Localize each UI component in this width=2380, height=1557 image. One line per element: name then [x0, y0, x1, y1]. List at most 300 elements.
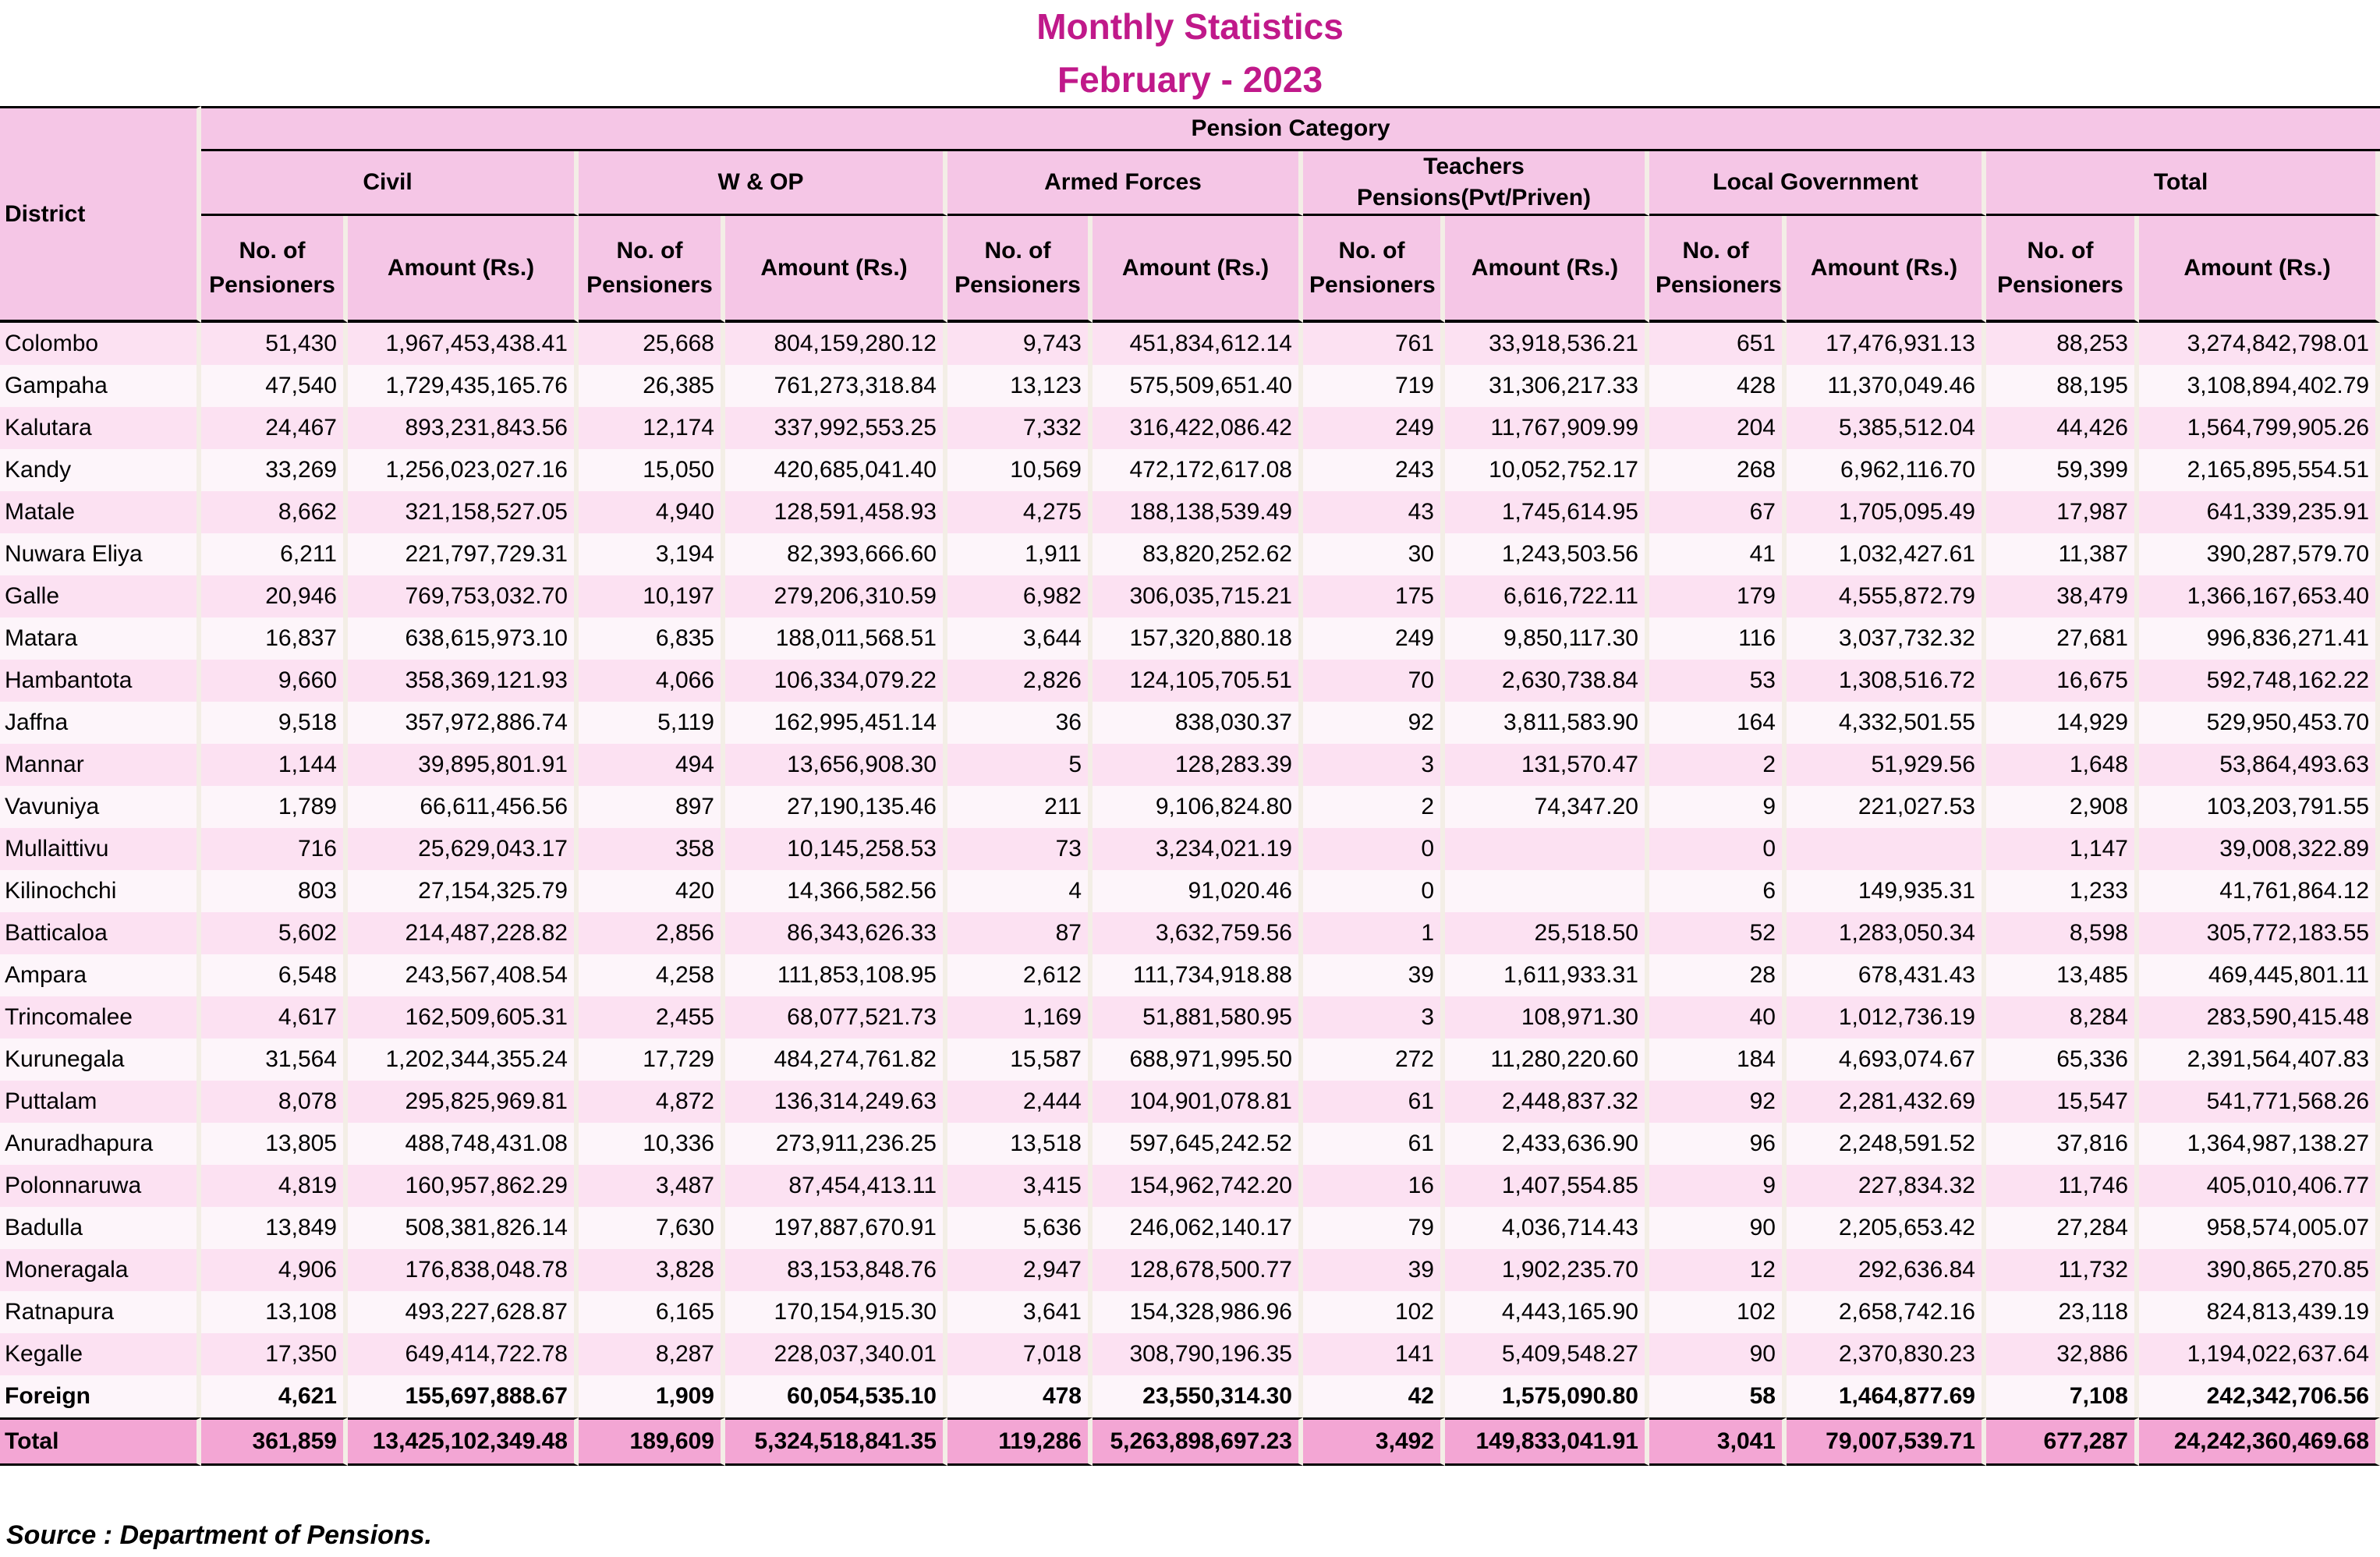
amount-cell: 17,476,931.13 — [1787, 323, 1986, 365]
pensioners-cell: 2,455 — [579, 996, 725, 1039]
amount-cell: 529,950,453.70 — [2139, 702, 2380, 744]
amount-cell: 472,172,617.08 — [1093, 449, 1303, 491]
pensioners-cell: 1,648 — [1986, 744, 2139, 786]
pensioners-cell: 4,819 — [201, 1165, 348, 1207]
pensioners-cell: 1,147 — [1986, 828, 2139, 870]
amount-header: Amount (Rs.) — [348, 216, 579, 323]
no-of-pensioners-header: No. of Pensioners — [579, 216, 725, 323]
amount-cell: 103,203,791.55 — [2139, 786, 2380, 828]
page-subtitle: February - 2023 — [1057, 59, 1323, 100]
pensioners-cell: 4,621 — [201, 1375, 348, 1417]
table-row — [0, 828, 2380, 870]
district-cell: Total — [0, 1417, 201, 1466]
pensioners-cell: 249 — [1303, 407, 1445, 449]
amount-cell: 5,324,518,841.35 — [725, 1417, 947, 1466]
pensioners-cell: 1 — [1303, 912, 1445, 954]
amount-cell: 1,194,022,637.64 — [2139, 1333, 2380, 1375]
amount-cell: 79,007,539.71 — [1787, 1417, 1986, 1466]
amount-cell: 2,391,564,407.83 — [2139, 1039, 2380, 1081]
pensioners-cell: 2 — [1303, 786, 1445, 828]
table-row — [0, 912, 2380, 954]
amount-cell: 111,734,918.88 — [1093, 954, 1303, 996]
amount-cell: 273,911,236.25 — [725, 1123, 947, 1165]
amount-cell: 769,753,032.70 — [348, 575, 579, 617]
amount-cell: 4,555,872.79 — [1787, 575, 1986, 617]
amount-cell: 25,518.50 — [1445, 912, 1649, 954]
amount-cell: 5,385,512.04 — [1787, 407, 1986, 449]
amount-cell: 306,035,715.21 — [1093, 575, 1303, 617]
pensioners-cell: 3 — [1303, 996, 1445, 1039]
pensioners-cell: 59,399 — [1986, 449, 2139, 491]
table-row — [0, 1165, 2380, 1207]
pensioners-cell: 8,662 — [201, 491, 348, 533]
amount-cell: 31,306,217.33 — [1445, 365, 1649, 407]
amount-cell: 4,693,074.67 — [1787, 1039, 1986, 1081]
district-cell: Kandy — [0, 449, 201, 491]
pensioners-cell: 61 — [1303, 1123, 1445, 1165]
pensioners-cell: 39 — [1303, 1249, 1445, 1291]
amount-cell: 188,011,568.51 — [725, 617, 947, 660]
pensioners-cell: 420 — [579, 870, 725, 912]
amount-cell: 170,154,915.30 — [725, 1291, 947, 1333]
pensioners-cell: 51,430 — [201, 323, 348, 365]
pensioners-cell: 1,233 — [1986, 870, 2139, 912]
table-row — [0, 1123, 2380, 1165]
amount-cell: 1,243,503.56 — [1445, 533, 1649, 575]
pensioners-cell: 73 — [947, 828, 1093, 870]
table-row — [0, 1291, 2380, 1333]
pensioners-cell: 2,908 — [1986, 786, 2139, 828]
amount-cell: 958,574,005.07 — [2139, 1207, 2380, 1249]
pensioners-cell: 3,641 — [947, 1291, 1093, 1333]
pensioners-cell: 211 — [947, 786, 1093, 828]
pensioners-cell: 17,987 — [1986, 491, 2139, 533]
amount-cell: 357,972,886.74 — [348, 702, 579, 744]
pensioners-cell: 13,108 — [201, 1291, 348, 1333]
amount-cell: 221,797,729.31 — [348, 533, 579, 575]
amount-cell: 154,962,742.20 — [1093, 1165, 1303, 1207]
amount-cell: 688,971,995.50 — [1093, 1039, 1303, 1081]
amount-cell: 508,381,826.14 — [348, 1207, 579, 1249]
district-cell: Hambantota — [0, 660, 201, 702]
amount-cell: 541,771,568.26 — [2139, 1081, 2380, 1123]
amount-cell: 2,165,895,554.51 — [2139, 449, 2380, 491]
pensioners-cell: 61 — [1303, 1081, 1445, 1123]
pensioners-cell: 11,387 — [1986, 533, 2139, 575]
amount-cell: 86,343,626.33 — [725, 912, 947, 954]
amount-cell: 4,036,714.43 — [1445, 1207, 1649, 1249]
amount-cell: 11,370,049.46 — [1787, 365, 1986, 407]
pensioners-cell: 1,144 — [201, 744, 348, 786]
pensioners-cell: 27,681 — [1986, 617, 2139, 660]
table-row — [0, 407, 2380, 449]
amount-cell: 157,320,880.18 — [1093, 617, 1303, 660]
amount-cell: 2,448,837.32 — [1445, 1081, 1649, 1123]
group-header-total: Total — [1986, 151, 2380, 216]
amount-cell: 11,280,220.60 — [1445, 1039, 1649, 1081]
pensioners-cell: 2,856 — [579, 912, 725, 954]
pensioners-cell: 5,636 — [947, 1207, 1093, 1249]
pensioners-cell: 13,849 — [201, 1207, 348, 1249]
pensioners-cell: 4,617 — [201, 996, 348, 1039]
amount-cell: 279,206,310.59 — [725, 575, 947, 617]
table-row — [0, 449, 2380, 491]
amount-cell: 597,645,242.52 — [1093, 1123, 1303, 1165]
pensioners-cell: 13,485 — [1986, 954, 2139, 996]
amount-cell: 24,242,360,469.68 — [2139, 1417, 2380, 1466]
pensioners-cell: 2 — [1649, 744, 1787, 786]
amount-cell: 10,052,752.17 — [1445, 449, 1649, 491]
district-cell: Mullaittivu — [0, 828, 201, 870]
pensioners-cell: 67 — [1649, 491, 1787, 533]
amount-cell: 155,697,888.67 — [348, 1375, 579, 1417]
pensioners-cell: 33,269 — [201, 449, 348, 491]
pensioners-cell: 15,547 — [1986, 1081, 2139, 1123]
pensioners-cell: 4,940 — [579, 491, 725, 533]
no-of-pensioners-header: No. of Pensioners — [1649, 216, 1787, 323]
amount-cell: 2,433,636.90 — [1445, 1123, 1649, 1165]
amount-cell: 2,248,591.52 — [1787, 1123, 1986, 1165]
pensioners-cell: 11,732 — [1986, 1249, 2139, 1291]
pensioners-cell: 8,078 — [201, 1081, 348, 1123]
pensioners-cell: 249 — [1303, 617, 1445, 660]
pensioners-cell: 15,587 — [947, 1039, 1093, 1081]
table-row — [0, 533, 2380, 575]
amount-header: Amount (Rs.) — [1093, 216, 1303, 323]
amount-cell: 154,328,986.96 — [1093, 1291, 1303, 1333]
amount-cell: 1,967,453,438.41 — [348, 323, 579, 365]
pensioners-cell: 9 — [1649, 1165, 1787, 1207]
table-row — [0, 954, 2380, 996]
district-cell: Foreign — [0, 1375, 201, 1417]
pensioners-cell: 52 — [1649, 912, 1787, 954]
amount-cell: 33,918,536.21 — [1445, 323, 1649, 365]
pensioners-cell: 6,835 — [579, 617, 725, 660]
district-cell: Kalutara — [0, 407, 201, 449]
pensioners-cell: 25,668 — [579, 323, 725, 365]
pensioners-cell: 175 — [1303, 575, 1445, 617]
pensioners-cell: 897 — [579, 786, 725, 828]
amount-cell: 893,231,843.56 — [348, 407, 579, 449]
amount-cell: 128,678,500.77 — [1093, 1249, 1303, 1291]
amount-cell: 3,274,842,798.01 — [2139, 323, 2380, 365]
pensioners-cell: 16,837 — [201, 617, 348, 660]
amount-cell: 6,616,722.11 — [1445, 575, 1649, 617]
amount-cell: 3,632,759.56 — [1093, 912, 1303, 954]
amount-cell: 60,054,535.10 — [725, 1375, 947, 1417]
pensioners-cell: 7,108 — [1986, 1375, 2139, 1417]
amount-cell: 390,865,270.85 — [2139, 1249, 2380, 1291]
amount-cell: 1,745,614.95 — [1445, 491, 1649, 533]
no-of-pensioners-header: No. of Pensioners — [1986, 216, 2139, 323]
amount-cell: 3,037,732.32 — [1787, 617, 1986, 660]
pensioners-cell: 92 — [1303, 702, 1445, 744]
amount-cell: 66,611,456.56 — [348, 786, 579, 828]
amount-cell: 1,575,090.80 — [1445, 1375, 1649, 1417]
group-header-armed-forces: Armed Forces — [947, 151, 1303, 216]
amount-cell: 1,407,554.85 — [1445, 1165, 1649, 1207]
pensioners-cell: 478 — [947, 1375, 1093, 1417]
table-row — [0, 365, 2380, 407]
district-cell: Ampara — [0, 954, 201, 996]
amount-header: Amount (Rs.) — [1445, 216, 1649, 323]
pensioners-cell: 12,174 — [579, 407, 725, 449]
pensioners-cell: 31,564 — [201, 1039, 348, 1081]
amount-cell: 108,971.30 — [1445, 996, 1649, 1039]
pensioners-cell: 677,287 — [1986, 1417, 2139, 1466]
amount-cell: 162,995,451.14 — [725, 702, 947, 744]
amount-cell: 996,836,271.41 — [2139, 617, 2380, 660]
pensioners-cell: 189,609 — [579, 1417, 725, 1466]
amount-cell: 128,591,458.93 — [725, 491, 947, 533]
amount-cell: 41,761,864.12 — [2139, 870, 2380, 912]
amount-cell: 227,834.32 — [1787, 1165, 1986, 1207]
district-cell: Gampaha — [0, 365, 201, 407]
amount-cell: 638,615,973.10 — [348, 617, 579, 660]
table-row — [0, 1333, 2380, 1375]
amount-cell: 308,790,196.35 — [1093, 1333, 1303, 1375]
amount-cell: 9,850,117.30 — [1445, 617, 1649, 660]
amount-cell — [1787, 828, 1986, 870]
foreign-row — [0, 1375, 2380, 1417]
pensioners-cell: 24,467 — [201, 407, 348, 449]
pensioners-cell: 3,194 — [579, 533, 725, 575]
pensioners-cell: 79 — [1303, 1207, 1445, 1249]
amount-cell: 1,202,344,355.24 — [348, 1039, 579, 1081]
amount-cell: 283,590,415.48 — [2139, 996, 2380, 1039]
amount-cell: 295,825,969.81 — [348, 1081, 579, 1123]
amount-cell: 228,037,340.01 — [725, 1333, 947, 1375]
pensioners-cell: 8,287 — [579, 1333, 725, 1375]
amount-cell: 804,159,280.12 — [725, 323, 947, 365]
amount-header: Amount (Rs.) — [1787, 216, 1986, 323]
pensioners-cell: 179 — [1649, 575, 1787, 617]
group-header-local-government: Local Government — [1649, 151, 1986, 216]
pensioners-cell: 13,518 — [947, 1123, 1093, 1165]
amount-cell: 221,027.53 — [1787, 786, 1986, 828]
amount-cell: 838,030.37 — [1093, 702, 1303, 744]
pensioners-cell: 1,911 — [947, 533, 1093, 575]
district-cell: Polonnaruwa — [0, 1165, 201, 1207]
pensioners-cell: 96 — [1649, 1123, 1787, 1165]
table-row — [0, 1207, 2380, 1249]
amount-cell: 51,929.56 — [1787, 744, 1986, 786]
amount-cell: 305,772,183.55 — [2139, 912, 2380, 954]
amount-cell: 214,487,228.82 — [348, 912, 579, 954]
pensioners-cell: 3,415 — [947, 1165, 1093, 1207]
amount-cell: 5,409,548.27 — [1445, 1333, 1649, 1375]
pensioners-cell: 268 — [1649, 449, 1787, 491]
pensioners-cell: 1,169 — [947, 996, 1093, 1039]
amount-cell: 160,957,862.29 — [348, 1165, 579, 1207]
pensioners-cell: 9,518 — [201, 702, 348, 744]
amount-cell: 469,445,801.11 — [2139, 954, 2380, 996]
amount-cell: 6,962,116.70 — [1787, 449, 1986, 491]
pensioners-cell: 42 — [1303, 1375, 1445, 1417]
table-row — [0, 575, 2380, 617]
pensioners-cell: 102 — [1649, 1291, 1787, 1333]
pensioners-cell: 7,018 — [947, 1333, 1093, 1375]
pensioners-cell: 719 — [1303, 365, 1445, 407]
pensioners-cell: 36 — [947, 702, 1093, 744]
amount-cell: 136,314,249.63 — [725, 1081, 947, 1123]
amount-cell: 3,811,583.90 — [1445, 702, 1649, 744]
pensioners-cell: 141 — [1303, 1333, 1445, 1375]
amount-cell: 39,895,801.91 — [348, 744, 579, 786]
pensioners-cell: 119,286 — [947, 1417, 1093, 1466]
pensioners-cell: 13,805 — [201, 1123, 348, 1165]
amount-cell: 1,256,023,027.16 — [348, 449, 579, 491]
pensioners-cell: 88,195 — [1986, 365, 2139, 407]
amount-cell: 420,685,041.40 — [725, 449, 947, 491]
pensioners-cell: 0 — [1303, 870, 1445, 912]
district-cell: Vavuniya — [0, 786, 201, 828]
pensioners-cell: 32,886 — [1986, 1333, 2139, 1375]
amount-cell: 5,263,898,697.23 — [1093, 1417, 1303, 1466]
pensioners-cell: 53 — [1649, 660, 1787, 702]
district-cell: Colombo — [0, 323, 201, 365]
amount-cell: 484,274,761.82 — [725, 1039, 947, 1081]
amount-cell: 106,334,079.22 — [725, 660, 947, 702]
pensioners-cell: 5 — [947, 744, 1093, 786]
table-row — [0, 660, 2380, 702]
pensioners-cell: 0 — [1649, 828, 1787, 870]
pensioners-cell: 164 — [1649, 702, 1787, 744]
pensioners-cell: 37,816 — [1986, 1123, 2139, 1165]
pensioners-cell: 44,426 — [1986, 407, 2139, 449]
table-row — [0, 323, 2380, 365]
amount-cell: 27,190,135.46 — [725, 786, 947, 828]
district-cell: Ratnapura — [0, 1291, 201, 1333]
amount-cell: 128,283.39 — [1093, 744, 1303, 786]
pensioners-cell: 204 — [1649, 407, 1787, 449]
pensioners-cell: 3,828 — [579, 1249, 725, 1291]
amount-cell: 405,010,406.77 — [2139, 1165, 2380, 1207]
pensioners-cell: 70 — [1303, 660, 1445, 702]
pension-category-header: Pension Category — [201, 106, 2380, 151]
amount-cell: 2,281,432.69 — [1787, 1081, 1986, 1123]
amount-cell: 83,153,848.76 — [725, 1249, 947, 1291]
pensioners-cell: 16 — [1303, 1165, 1445, 1207]
pensioners-cell: 27,284 — [1986, 1207, 2139, 1249]
amount-cell: 53,864,493.63 — [2139, 744, 2380, 786]
amount-cell: 39,008,322.89 — [2139, 828, 2380, 870]
amount-cell: 761,273,318.84 — [725, 365, 947, 407]
pensioners-cell: 7,332 — [947, 407, 1093, 449]
table-row — [0, 617, 2380, 660]
pensioners-cell: 494 — [579, 744, 725, 786]
pensioners-cell: 3,487 — [579, 1165, 725, 1207]
pensioners-cell: 358 — [579, 828, 725, 870]
amount-cell: 358,369,121.93 — [348, 660, 579, 702]
amount-cell: 3,234,021.19 — [1093, 828, 1303, 870]
no-of-pensioners-header: No. of Pensioners — [947, 216, 1093, 323]
pensioners-cell: 88,253 — [1986, 323, 2139, 365]
amount-cell: 321,158,527.05 — [348, 491, 579, 533]
district-header: District — [0, 106, 201, 323]
pensioners-cell: 87 — [947, 912, 1093, 954]
amount-cell: 2,370,830.23 — [1787, 1333, 1986, 1375]
amount-cell: 592,748,162.22 — [2139, 660, 2380, 702]
district-cell: Matale — [0, 491, 201, 533]
amount-cell: 82,393,666.60 — [725, 533, 947, 575]
amount-cell: 1,564,799,905.26 — [2139, 407, 2380, 449]
total-row — [0, 1417, 2380, 1466]
table-row — [0, 870, 2380, 912]
district-cell: Kilinochchi — [0, 870, 201, 912]
pensioners-cell: 4,906 — [201, 1249, 348, 1291]
amount-header: Amount (Rs.) — [725, 216, 947, 323]
amount-cell: 74,347.20 — [1445, 786, 1649, 828]
pensioners-cell: 361,859 — [201, 1417, 348, 1466]
pensioners-cell: 14,929 — [1986, 702, 2139, 744]
amount-cell: 1,012,736.19 — [1787, 996, 1986, 1039]
amount-cell: 9,106,824.80 — [1093, 786, 1303, 828]
pensioners-cell: 8,284 — [1986, 996, 2139, 1039]
amount-cell: 1,464,877.69 — [1787, 1375, 1986, 1417]
amount-cell: 111,853,108.95 — [725, 954, 947, 996]
pensioners-cell: 4 — [947, 870, 1093, 912]
amount-cell: 824,813,439.19 — [2139, 1291, 2380, 1333]
amount-cell: 1,366,167,653.40 — [2139, 575, 2380, 617]
pensioners-cell: 10,569 — [947, 449, 1093, 491]
pensioners-cell: 10,336 — [579, 1123, 725, 1165]
amount-cell: 68,077,521.73 — [725, 996, 947, 1039]
amount-cell: 1,902,235.70 — [1445, 1249, 1649, 1291]
group-header-teachers: Teachers Pensions(Pvt/Priven) — [1303, 151, 1649, 216]
amount-cell: 649,414,722.78 — [348, 1333, 579, 1375]
pensioners-cell: 13,123 — [947, 365, 1093, 407]
amount-cell: 131,570.47 — [1445, 744, 1649, 786]
amount-cell: 188,138,539.49 — [1093, 491, 1303, 533]
group-header-civil: Civil — [201, 151, 579, 216]
source-note: Source : Department of Pensions. — [6, 1520, 432, 1550]
amount-cell: 488,748,431.08 — [348, 1123, 579, 1165]
pensioners-cell: 2,612 — [947, 954, 1093, 996]
amount-cell: 3,108,894,402.79 — [2139, 365, 2380, 407]
pensioners-cell: 6 — [1649, 870, 1787, 912]
pensioners-cell: 90 — [1649, 1333, 1787, 1375]
pensioners-cell: 28 — [1649, 954, 1787, 996]
amount-header: Amount (Rs.) — [2139, 216, 2380, 323]
amount-cell: 678,431.43 — [1787, 954, 1986, 996]
pensioners-cell: 4,872 — [579, 1081, 725, 1123]
pensioners-cell: 803 — [201, 870, 348, 912]
pensioners-cell: 716 — [201, 828, 348, 870]
pensioners-cell: 12 — [1649, 1249, 1787, 1291]
district-cell: Badulla — [0, 1207, 201, 1249]
pensioners-cell: 0 — [1303, 828, 1445, 870]
amount-cell: 1,729,435,165.76 — [348, 365, 579, 407]
amount-cell: 242,342,706.56 — [2139, 1375, 2380, 1417]
amount-cell: 4,443,165.90 — [1445, 1291, 1649, 1333]
amount-cell: 2,205,653.42 — [1787, 1207, 1986, 1249]
pensioners-cell: 26,385 — [579, 365, 725, 407]
pensioners-cell: 40 — [1649, 996, 1787, 1039]
pensioners-cell: 3,041 — [1649, 1417, 1787, 1466]
table-row — [0, 744, 2380, 786]
amount-cell: 51,881,580.95 — [1093, 996, 1303, 1039]
pensioners-cell: 3,492 — [1303, 1417, 1445, 1466]
district-cell: Moneragala — [0, 1249, 201, 1291]
amount-cell: 1,032,427.61 — [1787, 533, 1986, 575]
pensioners-cell: 65,336 — [1986, 1039, 2139, 1081]
amount-cell: 1,705,095.49 — [1787, 491, 1986, 533]
amount-cell — [1445, 870, 1649, 912]
amount-cell: 176,838,048.78 — [348, 1249, 579, 1291]
amount-cell — [1445, 828, 1649, 870]
district-cell: Anuradhapura — [0, 1123, 201, 1165]
